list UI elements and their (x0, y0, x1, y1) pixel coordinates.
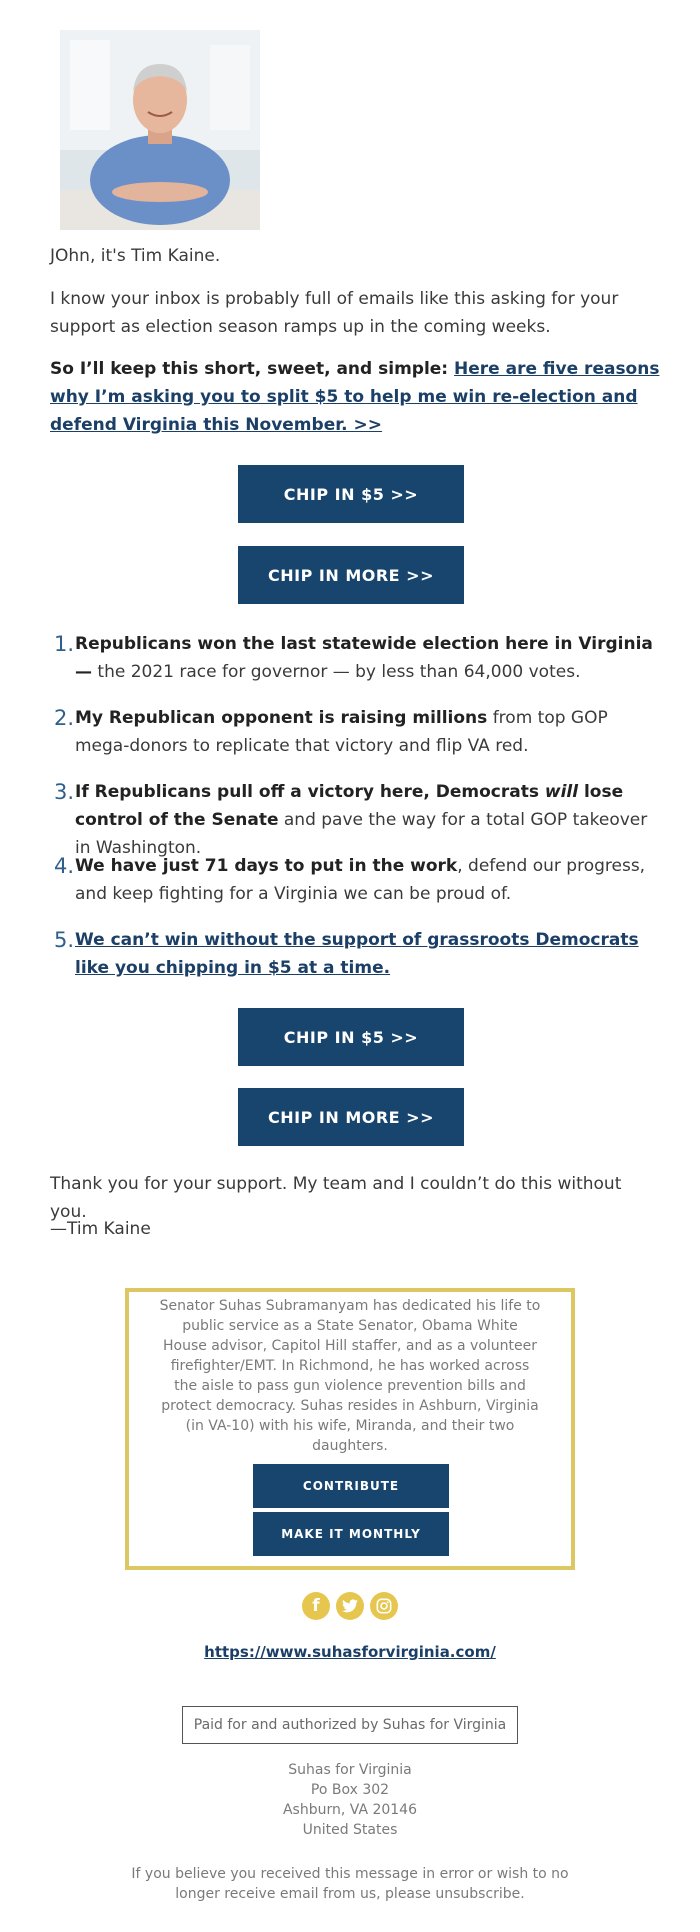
list-item (50, 778, 660, 862)
make-it-monthly-button[interactable]: MAKE IT MONTHLY (253, 1512, 449, 1556)
list-item (50, 926, 660, 982)
address-line: United States (302, 1822, 398, 1838)
reason-bold: If Republicans pull off a victory here, Democrats (75, 782, 545, 802)
instagram-camera-glyph (376, 1598, 392, 1614)
list-item (50, 852, 660, 908)
facebook-icon[interactable] (302, 1592, 330, 1620)
greeting-text: JOhn, it's Tim Kaine. (50, 246, 221, 266)
thanks-paragraph: Thank you for your support. My team and I couldn’t do this without you. (50, 1174, 622, 1222)
list-number: 3. (54, 780, 75, 804)
address-line: Ashburn, VA 20146 (282, 1802, 418, 1818)
address-line: Po Box 302 (310, 1782, 390, 1798)
reason-bold: We have just 71 days to put in the work (75, 856, 458, 876)
unsubscribe-footer: If you believe you received this message in error or wish to no longer receive email from us, please unsubscribe. (131, 1866, 569, 1902)
reason-text: the 2021 race for governor — by less than 64,000 votes. (92, 662, 581, 682)
contribute-button[interactable]: CONTRIBUTE (253, 1464, 449, 1508)
chip-in-5-button[interactable]: CHIP IN $5 >> (238, 465, 464, 523)
reason-text: from top GOP mega-donors to replicate that victory and flip VA red. (75, 708, 608, 756)
list-number: 2. (54, 706, 75, 730)
list-item (50, 630, 660, 686)
header-photo (60, 30, 260, 230)
list-number: 4. (54, 854, 75, 878)
portrait-image (60, 30, 260, 230)
website-link[interactable]: https://www.suhasforvirginia.com/ (204, 1643, 496, 1661)
address-line: Suhas for Virginia (288, 1762, 412, 1778)
lead-link[interactable]: Here are five reasons why I’m asking you to split $5 to help me win re-election and defend Virginia this November. >> (50, 359, 660, 435)
intro-paragraph: I know your inbox is probably full of emails like this asking for your support as election season ramps up in the coming weeks. (50, 289, 619, 337)
signoff-text: —Tim Kaine (50, 1219, 151, 1239)
reason-link[interactable]: We can’t win without the support of grassroots Democrats like you chipping in $5 at a time. (75, 930, 639, 978)
twitter-bird-glyph (342, 1599, 358, 1613)
instagram-icon[interactable] (370, 1592, 398, 1620)
reason-text: and pave the way for a total GOP takeover in Washington. (75, 810, 648, 858)
reason-bold: Republicans won the last statewide election here in Virginia — (75, 634, 653, 682)
bio-text: Senator Suhas Subramanyam has dedicated his life to public service as a State Senator, Obama White House advisor, Capitol Hill staffer, and as a volunteer firefighter/EMT. In Richmond, he has worked across the aisle to pass gun violence prevention bills and protect democracy. Suhas resides in Ashburn, Virginia (in VA-10) with his wife, Miranda, and their two daughters. (159, 1298, 541, 1454)
list-number: 5. (54, 928, 75, 952)
reason-bold-italic: will (544, 782, 579, 802)
chip-in-more-button[interactable]: CHIP IN MORE >> (238, 546, 464, 604)
reason-bold: My Republican opponent is raising millions (75, 708, 488, 728)
facebook-glyph: f (312, 1596, 320, 1616)
list-item (50, 704, 660, 760)
reason-bold: lose control of the Senate (75, 782, 624, 830)
twitter-icon[interactable] (336, 1592, 364, 1620)
list-number: 1. (54, 632, 75, 656)
lead-bold-text: So I’ll keep this short, sweet, and simple: (50, 359, 455, 379)
chip-in-more-button[interactable]: CHIP IN MORE >> (238, 1088, 464, 1146)
reason-text: , defend our progress, and keep fighting for a Virginia we can be proud of. (75, 856, 646, 904)
chip-in-5-button[interactable]: CHIP IN $5 >> (238, 1008, 464, 1066)
bio-box (125, 1288, 575, 1570)
paid-for-box: Paid for and authorized by Suhas for Virginia (182, 1706, 518, 1744)
lead-paragraph (50, 355, 660, 439)
